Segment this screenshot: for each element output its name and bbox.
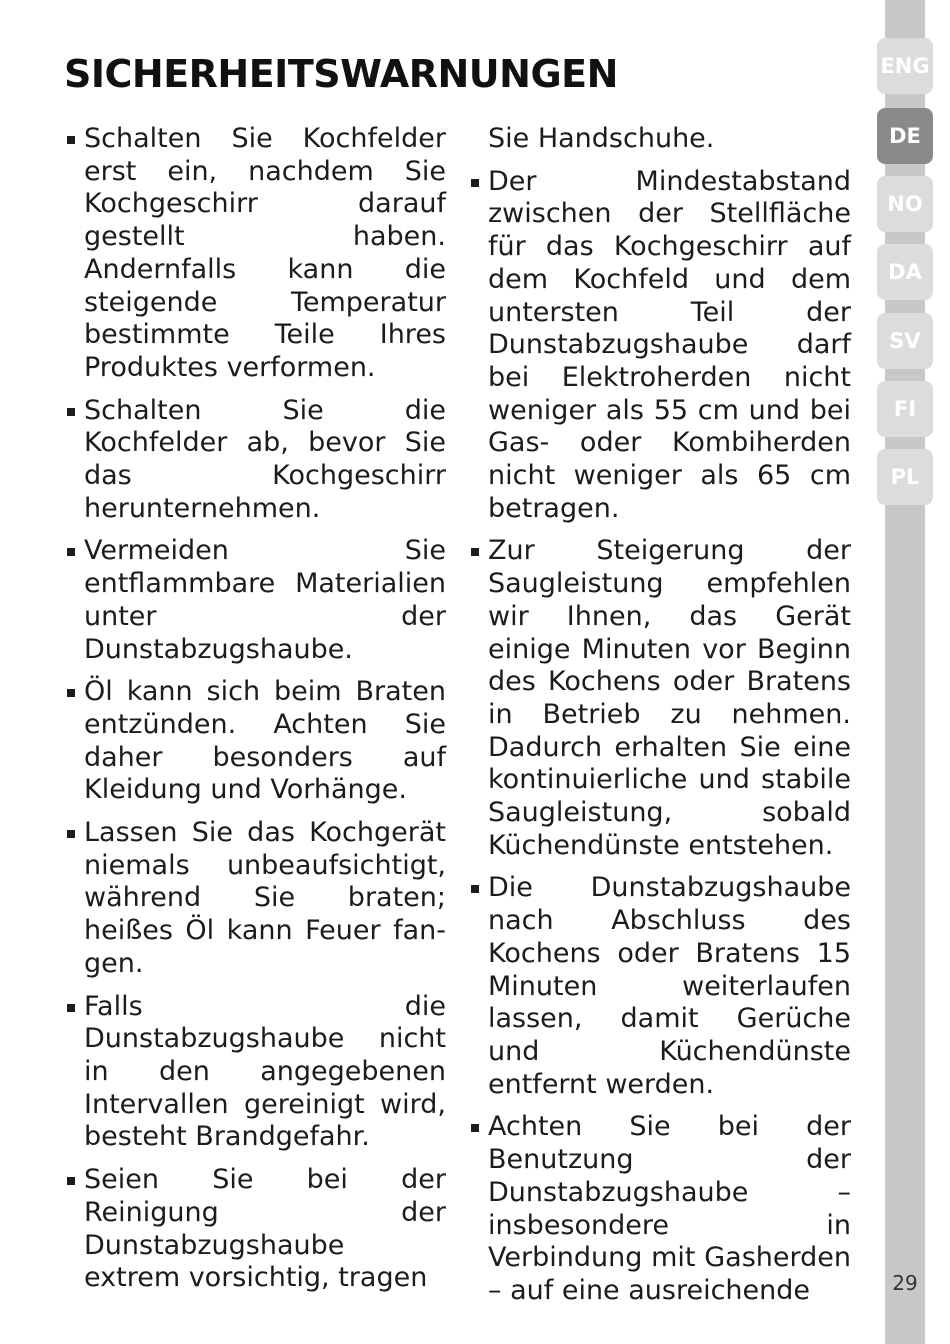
warning-item xyxy=(468,1111,851,1307)
warning-text: Seien Sie bei der Reinigung der Dunstabzugshaube extrem vorsichtig, tragen xyxy=(84,1164,446,1294)
left-column xyxy=(64,123,446,1305)
warning-text: Lassen Sie das Kochgerät niemals unbeaufsichtigt, während Sie braten; heißes Öl kann Feuer fan-gen. xyxy=(84,817,446,979)
bullet-icon xyxy=(67,408,75,416)
right-column xyxy=(468,123,851,1318)
language-tab-de[interactable]: DE xyxy=(877,108,933,164)
language-tab-pl[interactable]: PL xyxy=(877,449,933,505)
page-title: SICHERHEITSWARNUNGEN xyxy=(64,52,618,96)
bullet-icon xyxy=(471,548,479,556)
warning-item xyxy=(468,166,851,526)
warning-item xyxy=(64,1164,446,1295)
warning-item xyxy=(64,817,446,981)
warning-text: Achten Sie bei der Benutzung der Dunstabzugshaube – insbesondere in Verbindung mit Gasherden – auf eine ausreichende xyxy=(488,1111,851,1306)
warning-text: Der Mindestabstand zwischen der Stellfläche für das Kochgeschirr auf dem Kochfeld und dem untersten Teil der Dunstabzugshaube darf bei Elektroherden nicht weniger als 55 cm und bei Gas- oder Kombiherden nicht weniger als 65 cm betragen. xyxy=(488,165,851,524)
bullet-icon xyxy=(67,136,75,144)
warning-text: Schalten Sie die Kochfelder ab, bevor Sie das Kochgeschirr herunternehmen. xyxy=(84,394,446,524)
language-tab-fi[interactable]: FI xyxy=(877,381,933,437)
bullet-icon xyxy=(471,1124,479,1132)
warning-item xyxy=(64,123,446,385)
bullet-icon xyxy=(471,885,479,893)
warning-text: Zur Steigerung der Saugleistung empfehlen wir Ihnen, das Gerät einige Minuten vor Beginn des Kochens oder Bratens in Betrieb zu nehmen. Dadurch erhalten Sie eine kontinuierliche und stabile Saugleistung, sobald Küchendünste entstehen. xyxy=(488,535,851,861)
language-tab-da[interactable]: DA xyxy=(877,244,933,300)
warning-continuation xyxy=(468,123,851,156)
bullet-icon xyxy=(67,1177,75,1185)
language-tab-sv[interactable]: SV xyxy=(877,313,933,369)
bullet-icon xyxy=(67,830,75,838)
warning-item xyxy=(64,676,446,807)
warning-item xyxy=(64,991,446,1155)
language-tab-no[interactable]: NO xyxy=(877,176,933,232)
warning-text: Öl kann sich beim Braten entzünden. Achten Sie daher besonders auf Kleidung und Vorhänge. xyxy=(84,676,446,806)
warning-text: Schalten Sie Kochfelder erst ein, nachdem Sie Kochgeschirr darauf gestellt haben. Andernfalls kann die steigende Temperatur bestimmte Teile Ihres Produktes verformen. xyxy=(84,123,446,383)
warning-item xyxy=(468,872,851,1101)
warning-text: Vermeiden Sie entflammbare Materialien unter der Dunstabzugshaube. xyxy=(84,535,446,665)
bullet-icon xyxy=(471,179,479,187)
warning-text: Sie Handschuhe. xyxy=(488,123,715,154)
warning-text: Falls die Dunstabzugshaube nicht in den angegebenen Intervallen gereinigt wird, besteht Brandgefahr. xyxy=(84,990,446,1153)
language-tab-eng[interactable]: ENG xyxy=(877,38,933,94)
page-number: 29 xyxy=(892,1271,918,1295)
warning-text: Die Dunstabzugshaube nach Abschluss des Kochens oder Bratens 15 Minuten weiterlaufen lassen, damit Gerüche und Küchendünste entfernt werden. xyxy=(488,872,851,1100)
bullet-icon xyxy=(67,1004,75,1012)
warning-item xyxy=(64,395,446,526)
bullet-icon xyxy=(67,548,75,556)
warning-item xyxy=(468,535,851,862)
warning-item xyxy=(64,535,446,666)
bullet-icon xyxy=(67,689,75,697)
